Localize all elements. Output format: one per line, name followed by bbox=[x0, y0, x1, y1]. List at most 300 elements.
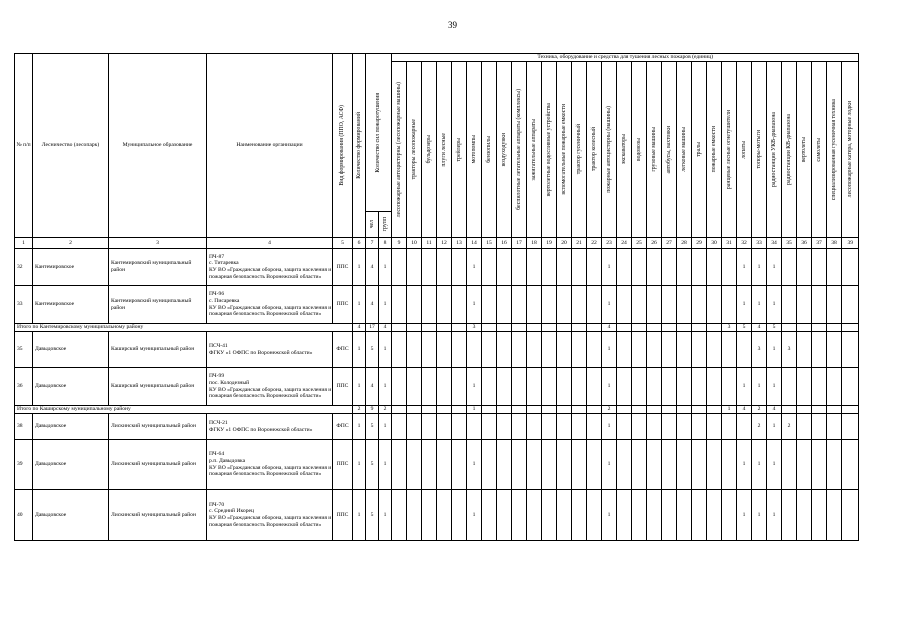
column-number: 9 bbox=[392, 238, 407, 249]
table-cell bbox=[707, 414, 722, 440]
table-cell bbox=[677, 490, 692, 541]
column-number: 32 bbox=[737, 238, 752, 249]
column-number: 22 bbox=[587, 238, 602, 249]
header-equipment-32 bbox=[737, 62, 752, 238]
table-cell bbox=[812, 368, 827, 406]
table-cell: 2 bbox=[353, 406, 366, 414]
column-number: 34 bbox=[767, 238, 782, 249]
table-cell bbox=[707, 440, 722, 490]
table-cell bbox=[692, 324, 707, 332]
table-cell bbox=[497, 406, 512, 414]
table-cell bbox=[527, 490, 542, 541]
header-persons bbox=[366, 212, 379, 238]
table-cell bbox=[662, 249, 677, 286]
header-equipment-text: пожарные автоцистерны (машины) bbox=[605, 106, 612, 193]
table-cell bbox=[542, 440, 557, 490]
table-cell bbox=[437, 368, 452, 406]
table-cell bbox=[617, 286, 632, 324]
table-cell bbox=[542, 332, 557, 368]
table-cell bbox=[647, 406, 662, 414]
column-number: 21 bbox=[572, 238, 587, 249]
column-number: 19 bbox=[542, 238, 557, 249]
table-cell bbox=[587, 406, 602, 414]
table-cell bbox=[797, 406, 812, 414]
table-cell: 2 bbox=[782, 414, 797, 440]
table-cell: 1 bbox=[379, 440, 392, 490]
header-equipment-text: лопаты bbox=[740, 140, 747, 159]
table-cell bbox=[587, 368, 602, 406]
table-cell: 1 bbox=[379, 249, 392, 286]
table-cell bbox=[542, 286, 557, 324]
forestry-cell: Давыдовское bbox=[33, 332, 109, 368]
table-cell: 1 bbox=[737, 286, 752, 324]
table-cell bbox=[452, 324, 467, 332]
header-equipment-text: легковые машины bbox=[680, 127, 687, 172]
organization-cell: ПСЧ-21 ФГКУ «1 ОФПС по Воронежской области» bbox=[207, 414, 333, 440]
table-cell: 9 bbox=[366, 406, 379, 414]
table-cell bbox=[527, 324, 542, 332]
table-cell bbox=[587, 324, 602, 332]
table-cell bbox=[692, 490, 707, 541]
table-cell bbox=[587, 286, 602, 324]
column-number: 37 bbox=[812, 238, 827, 249]
table-cell: 1 bbox=[379, 332, 392, 368]
table-cell: 1 bbox=[467, 368, 482, 406]
table-cell bbox=[572, 286, 587, 324]
table-cell: 1 bbox=[353, 414, 366, 440]
header-equipment-text: тралы bbox=[695, 142, 702, 157]
table-cell bbox=[647, 490, 662, 541]
table-cell bbox=[407, 324, 422, 332]
table-cell: 1 bbox=[602, 286, 617, 324]
column-number: 35 bbox=[782, 238, 797, 249]
table-cell bbox=[452, 332, 467, 368]
header-equipment-38 bbox=[827, 62, 842, 238]
table-cell bbox=[677, 332, 692, 368]
row-number: 33 bbox=[15, 286, 33, 324]
header-equipment-25 bbox=[632, 62, 647, 238]
table-cell: 5 bbox=[366, 490, 379, 541]
table-cell bbox=[512, 406, 527, 414]
table-cell bbox=[497, 368, 512, 406]
header-equipment-14 bbox=[467, 62, 482, 238]
table-cell bbox=[782, 406, 797, 414]
table-cell bbox=[392, 490, 407, 541]
table-cell bbox=[407, 414, 422, 440]
header-municipality: Муниципальное образование bbox=[109, 54, 207, 238]
table-cell bbox=[647, 368, 662, 406]
header-form-type bbox=[333, 54, 353, 238]
header-equipment-9 bbox=[392, 62, 407, 238]
table-cell bbox=[422, 368, 437, 406]
table-cell bbox=[782, 324, 797, 332]
header-equipment-35 bbox=[782, 62, 797, 238]
table-cell bbox=[482, 249, 497, 286]
table-cell bbox=[617, 414, 632, 440]
table-cell bbox=[812, 324, 827, 332]
table-cell bbox=[662, 324, 677, 332]
header-equipment-text: трактор колесный bbox=[590, 127, 597, 172]
table-cell bbox=[572, 368, 587, 406]
form-type-cell: ППС bbox=[333, 368, 353, 406]
column-number: 11 bbox=[422, 238, 437, 249]
header-equipment-27 bbox=[662, 62, 677, 238]
table-cell: 1 bbox=[767, 414, 782, 440]
table-cell bbox=[722, 414, 737, 440]
table-cell bbox=[437, 249, 452, 286]
header-equipment-text: водовозы bbox=[635, 137, 642, 162]
column-number: 12 bbox=[437, 238, 452, 249]
table-cell: 5 bbox=[366, 414, 379, 440]
table-cell bbox=[572, 440, 587, 490]
table-cell bbox=[692, 440, 707, 490]
table-row bbox=[15, 414, 859, 440]
table-cell bbox=[827, 368, 842, 406]
table-cell bbox=[677, 440, 692, 490]
table-cell: 1 bbox=[737, 368, 752, 406]
header-equipment-11 bbox=[422, 62, 437, 238]
column-number: 1 bbox=[15, 238, 33, 249]
header-equipment-26 bbox=[647, 62, 662, 238]
table-cell bbox=[587, 490, 602, 541]
column-number: 31 bbox=[722, 238, 737, 249]
header-equipment-text: бензопилы bbox=[485, 136, 492, 163]
table-cell bbox=[422, 490, 437, 541]
table-cell: 1 bbox=[737, 249, 752, 286]
table-cell bbox=[842, 332, 859, 368]
table-cell: 1 bbox=[467, 286, 482, 324]
table-cell bbox=[632, 332, 647, 368]
table-cell bbox=[452, 490, 467, 541]
table-cell bbox=[497, 249, 512, 286]
table-cell bbox=[782, 440, 797, 490]
table-cell bbox=[617, 406, 632, 414]
table-cell: 3 bbox=[752, 332, 767, 368]
table-cell bbox=[422, 286, 437, 324]
table-cell: 4 bbox=[752, 324, 767, 332]
table-cell bbox=[527, 406, 542, 414]
table-cell bbox=[647, 440, 662, 490]
table-cell bbox=[812, 414, 827, 440]
table-cell: 1 bbox=[353, 332, 366, 368]
header-equipment-text: беспилотные летательные аппараты (комплексы) bbox=[515, 89, 522, 210]
table-cell bbox=[662, 406, 677, 414]
table-cell bbox=[812, 406, 827, 414]
total-label: Итого по Кантемировскому муниципальному району bbox=[15, 324, 353, 332]
table-cell bbox=[797, 440, 812, 490]
table-cell bbox=[797, 368, 812, 406]
header-equipment-text: плуги лесные bbox=[440, 132, 447, 167]
table-cell bbox=[662, 440, 677, 490]
total-label: Итого по Каширскому муниципальному району bbox=[15, 406, 353, 414]
header-equipment-text: тракторы лесопожарные bbox=[410, 119, 417, 180]
table-cell bbox=[467, 332, 482, 368]
table-cell bbox=[737, 332, 752, 368]
header-equipment-15 bbox=[482, 62, 497, 238]
column-number: 29 bbox=[692, 238, 707, 249]
header-equipment-text: топоры-мотыги bbox=[755, 130, 762, 169]
header-equipment-36 bbox=[797, 62, 812, 238]
table-cell bbox=[692, 332, 707, 368]
table-cell bbox=[512, 286, 527, 324]
table-cell bbox=[482, 440, 497, 490]
column-number: 8 bbox=[379, 238, 392, 249]
table-cell bbox=[827, 406, 842, 414]
table-cell bbox=[722, 490, 737, 541]
header-equipment-text: грузовые машины bbox=[650, 127, 657, 172]
column-number: 17 bbox=[512, 238, 527, 249]
table-cell: 4 bbox=[379, 324, 392, 332]
table-cell bbox=[842, 414, 859, 440]
table-cell bbox=[422, 414, 437, 440]
table-cell: 2 bbox=[752, 406, 767, 414]
header-equipment-text: вертолетные водосливные устройства bbox=[545, 102, 552, 197]
header-equipment-text: специализированная гусеничная техника bbox=[830, 98, 837, 201]
table-cell bbox=[782, 249, 797, 286]
table-cell: 5 bbox=[737, 324, 752, 332]
table-cell bbox=[512, 332, 527, 368]
table-cell bbox=[392, 332, 407, 368]
organization-cell: ПЧ-99 пос. Колодезный КУ ВО «Гражданская оборона, защита населения и пожарная безопасность Воронежской области» bbox=[207, 368, 333, 406]
table-cell bbox=[422, 406, 437, 414]
table-cell: 3 bbox=[467, 324, 482, 332]
table-cell bbox=[677, 324, 692, 332]
table-cell bbox=[497, 490, 512, 541]
table-cell bbox=[407, 440, 422, 490]
header-groups-text: групп bbox=[381, 217, 388, 232]
table-cell bbox=[467, 414, 482, 440]
table-cell bbox=[437, 406, 452, 414]
table-cell: 4 bbox=[366, 368, 379, 406]
form-type-cell: ППС bbox=[333, 286, 353, 324]
table-cell bbox=[617, 368, 632, 406]
table-cell: 1 bbox=[602, 414, 617, 440]
form-type-cell: ППС bbox=[333, 440, 353, 490]
header-equipment-22 bbox=[587, 62, 602, 238]
table-cell bbox=[842, 286, 859, 324]
table-cell bbox=[437, 490, 452, 541]
header-equipment-text: воздуходувки bbox=[500, 132, 507, 167]
table-cell bbox=[812, 286, 827, 324]
table-cell bbox=[647, 332, 662, 368]
table-cell bbox=[662, 490, 677, 541]
column-number: 18 bbox=[527, 238, 542, 249]
column-number: 20 bbox=[557, 238, 572, 249]
organization-cell: ПЧ-96 с. Писаревка КУ ВО «Гражданская оборона, защита населения и пожарная безопасность Воронежской области» bbox=[207, 286, 333, 324]
table-cell bbox=[617, 490, 632, 541]
table-cell bbox=[542, 368, 557, 406]
table-cell bbox=[407, 332, 422, 368]
table-cell bbox=[692, 286, 707, 324]
table-cell bbox=[437, 414, 452, 440]
table-cell bbox=[827, 490, 842, 541]
table-cell bbox=[662, 414, 677, 440]
header-equipment-18 bbox=[527, 62, 542, 238]
column-number: 3 bbox=[109, 238, 207, 249]
table-cell bbox=[482, 286, 497, 324]
table-cell bbox=[722, 286, 737, 324]
table-cell bbox=[632, 324, 647, 332]
header-equipment-24 bbox=[617, 62, 632, 238]
header-firefighters-text: Количество сил пожаротушения bbox=[375, 92, 382, 173]
forestry-cell: Давыдовское bbox=[33, 440, 109, 490]
header-equipment-text: экскаваторы bbox=[620, 134, 627, 165]
table-cell bbox=[812, 490, 827, 541]
table-cell bbox=[797, 490, 812, 541]
organization-cell: ПЧ-64 р.п. Давыдовка КУ ВО «Гражданская оборона, защита населения и пожарная безопасность Воронежской области» bbox=[207, 440, 333, 490]
forestry-cell: Давыдовское bbox=[33, 414, 109, 440]
header-form-count-text: Количество формирований bbox=[355, 112, 362, 179]
header-equipment-28 bbox=[677, 62, 692, 238]
header-firefighters bbox=[366, 54, 392, 212]
municipality-cell: Лискинский муниципальный район bbox=[109, 490, 207, 541]
header-form-count bbox=[353, 54, 366, 238]
column-number: 4 bbox=[207, 238, 333, 249]
header-equipment-text: трактор гусеничный bbox=[575, 124, 582, 175]
header-equipment-19 bbox=[542, 62, 557, 238]
column-number: 28 bbox=[677, 238, 692, 249]
table-cell bbox=[782, 368, 797, 406]
column-number: 16 bbox=[497, 238, 512, 249]
table-cell: 1 bbox=[602, 249, 617, 286]
table-cell bbox=[692, 249, 707, 286]
table-cell: 1 bbox=[602, 440, 617, 490]
table-cell bbox=[572, 406, 587, 414]
table-cell bbox=[827, 414, 842, 440]
table-row bbox=[15, 490, 859, 541]
table-cell bbox=[707, 249, 722, 286]
table-cell bbox=[797, 286, 812, 324]
column-number: 24 bbox=[617, 238, 632, 249]
table-cell: 1 bbox=[353, 490, 366, 541]
table-cell bbox=[527, 332, 542, 368]
table-cell bbox=[512, 249, 527, 286]
column-number: 5 bbox=[333, 238, 353, 249]
header-equipment-text: зажигательные аппараты bbox=[530, 118, 537, 181]
table-cell: 1 bbox=[379, 286, 392, 324]
table-cell: 1 bbox=[379, 490, 392, 541]
table-cell bbox=[632, 414, 647, 440]
table-cell: 1 bbox=[752, 490, 767, 541]
table-cell bbox=[452, 414, 467, 440]
table-cell: 17 bbox=[366, 324, 379, 332]
table-cell bbox=[692, 406, 707, 414]
table-cell bbox=[797, 324, 812, 332]
table-cell bbox=[707, 368, 722, 406]
table-cell: 1 bbox=[737, 440, 752, 490]
table-cell bbox=[677, 249, 692, 286]
table-cell bbox=[842, 324, 859, 332]
table-cell: 1 bbox=[467, 490, 482, 541]
table-cell: 1 bbox=[752, 286, 767, 324]
column-number: 25 bbox=[632, 238, 647, 249]
table-cell bbox=[722, 368, 737, 406]
header-equipment-text: автобусы, вахтовки bbox=[665, 125, 672, 174]
forestry-cell: Давыдовское bbox=[33, 368, 109, 406]
header-equipment-text: пожарные емкости bbox=[710, 126, 717, 173]
table-cell: 5 bbox=[366, 332, 379, 368]
table-cell bbox=[707, 332, 722, 368]
table-cell: 1 bbox=[752, 368, 767, 406]
table-cell bbox=[812, 332, 827, 368]
table-cell bbox=[437, 324, 452, 332]
table-cell: 1 bbox=[767, 286, 782, 324]
table-cell bbox=[647, 414, 662, 440]
table-cell: 1 bbox=[767, 368, 782, 406]
organization-cell: ПЧ-87 с. Титаревка КУ ВО «Гражданская оборона, защита населения и пожарная безопасность Воронежской области» bbox=[207, 249, 333, 286]
table-cell bbox=[497, 324, 512, 332]
table-cell: 1 bbox=[722, 406, 737, 414]
table-cell bbox=[632, 249, 647, 286]
table-cell bbox=[572, 490, 587, 541]
table-cell bbox=[482, 324, 497, 332]
table-cell: 1 bbox=[767, 332, 782, 368]
table-cell: 1 bbox=[737, 490, 752, 541]
table-cell bbox=[452, 368, 467, 406]
table-cell: 2 bbox=[602, 406, 617, 414]
table-cell: 1 bbox=[752, 440, 767, 490]
column-number: 39 bbox=[842, 238, 859, 249]
table-cell: 4 bbox=[366, 249, 379, 286]
table-cell bbox=[632, 368, 647, 406]
table-row bbox=[15, 332, 859, 368]
header-equipment-12 bbox=[437, 62, 452, 238]
header-equipment-21 bbox=[572, 62, 587, 238]
table-cell: 1 bbox=[353, 368, 366, 406]
column-number: 36 bbox=[797, 238, 812, 249]
table-cell bbox=[482, 368, 497, 406]
table-cell bbox=[572, 414, 587, 440]
table-cell bbox=[722, 332, 737, 368]
table-cell bbox=[392, 368, 407, 406]
form-type-cell: ППС bbox=[333, 490, 353, 541]
table-cell bbox=[392, 286, 407, 324]
header-equipment-text: бульдозеры bbox=[425, 135, 432, 164]
table-row bbox=[15, 249, 859, 286]
header-equipment-13 bbox=[452, 62, 467, 238]
table-cell bbox=[707, 286, 722, 324]
table-cell bbox=[632, 490, 647, 541]
table-cell: 1 bbox=[602, 490, 617, 541]
table-cell bbox=[812, 440, 827, 490]
row-number: 38 bbox=[15, 414, 33, 440]
table-cell bbox=[797, 332, 812, 368]
table-cell bbox=[497, 286, 512, 324]
table-cell bbox=[692, 414, 707, 440]
column-number: 10 bbox=[407, 238, 422, 249]
table-cell: 3 bbox=[782, 332, 797, 368]
table-cell bbox=[482, 332, 497, 368]
header-persons-text: чел bbox=[368, 220, 375, 229]
table-cell bbox=[632, 406, 647, 414]
table-cell: 1 bbox=[379, 414, 392, 440]
table-cell: 1 bbox=[379, 368, 392, 406]
table-cell bbox=[842, 490, 859, 541]
header-equipment-37 bbox=[812, 62, 827, 238]
table-cell: 1 bbox=[353, 286, 366, 324]
table-cell bbox=[782, 286, 797, 324]
municipality-cell: Лискинский муниципальный район bbox=[109, 440, 207, 490]
table-cell bbox=[617, 324, 632, 332]
table-cell bbox=[527, 286, 542, 324]
municipality-cell: Каширский муниципальный район bbox=[109, 332, 207, 368]
table-cell bbox=[707, 324, 722, 332]
table-cell bbox=[842, 406, 859, 414]
table-cell: 1 bbox=[353, 440, 366, 490]
table-cell bbox=[497, 332, 512, 368]
forestry-cell: Кантемировское bbox=[33, 286, 109, 324]
header-equipment-text: мотопомпы bbox=[470, 135, 477, 164]
